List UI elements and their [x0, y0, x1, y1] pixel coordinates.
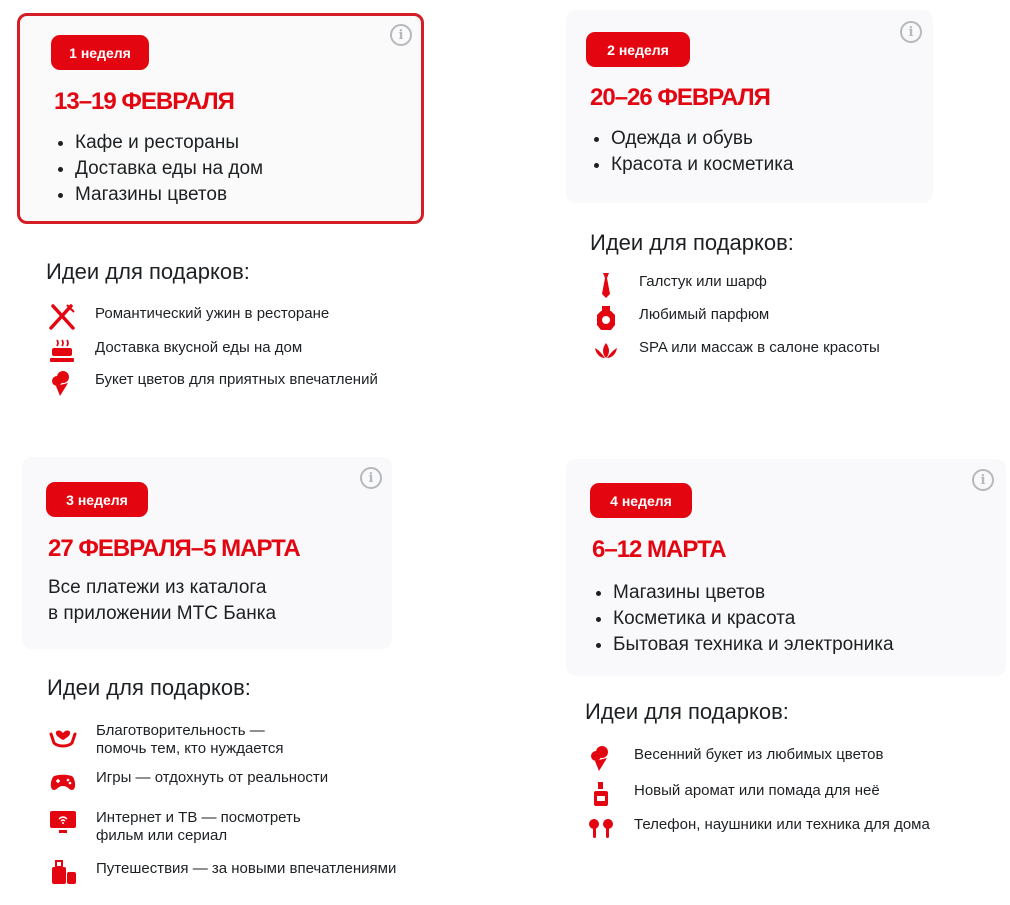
week-2-idea	[591, 270, 969, 300]
week-3-card[interactable]	[22, 457, 392, 649]
idea-text: Любимый парфюм	[639, 306, 770, 323]
week-1-idea	[47, 336, 425, 366]
week-3-idea	[48, 766, 426, 796]
info-icon[interactable]: i	[390, 24, 412, 46]
week-2-date: 20–26 ФЕВРАЛЯ	[590, 84, 770, 111]
idea-text: Романтический ужин в ресторане	[95, 305, 330, 322]
idea-text-line: помочь тем, кто нуждается	[96, 740, 284, 757]
week-1-badge: 1 неделя	[51, 35, 149, 70]
week-4-date: 6–12 МАРТА	[592, 536, 726, 563]
category-item: • Кафе и рестораны	[75, 130, 263, 156]
idea-text-line: Благотворительность —	[96, 722, 265, 739]
description-line: в приложении МТС Банка	[48, 603, 277, 624]
category-item: • Магазины цветов	[613, 580, 894, 606]
week-2-idea	[591, 336, 969, 366]
week-1-categories	[55, 130, 263, 208]
category-item: • Бытовая техника и электроника	[613, 632, 894, 658]
week-1-ideas-title: Идеи для подарков:	[46, 259, 250, 284]
tv-icon	[48, 806, 78, 836]
idea-text	[96, 766, 426, 787]
week-1-date: 13–19 ФЕВРАЛЯ	[54, 88, 234, 115]
fork-knife-icon	[47, 302, 77, 332]
idea-text: Новый аромат или помада для неё	[634, 782, 880, 799]
info-icon[interactable]: i	[900, 21, 922, 43]
week-1-card[interactable]	[17, 13, 424, 224]
category-item: • Красота и косметика	[611, 152, 794, 178]
suitcase-icon	[48, 857, 78, 887]
food-delivery-icon	[47, 336, 77, 366]
idea-text: Доставка вкусной еды на дом	[95, 339, 303, 356]
idea-text: Галстук или шарф	[639, 273, 767, 290]
bouquet-icon	[586, 743, 616, 773]
week-1-idea	[47, 368, 425, 398]
idea-text-line: фильм или сериал	[96, 827, 228, 844]
category-item: • Магазины цветов	[75, 182, 263, 208]
week-3-idea	[48, 806, 426, 845]
lotus-icon	[591, 336, 621, 366]
week-4-ideas-title: Идеи для подарков:	[585, 699, 789, 724]
week-1-idea	[47, 302, 425, 332]
perfume-icon	[591, 303, 621, 333]
idea-text: Букет цветов для приятных впечатлений	[95, 371, 378, 388]
description-line: Все платежи из каталога	[48, 577, 267, 598]
week-2-idea	[591, 303, 969, 333]
week-4-idea	[586, 813, 964, 843]
idea-text-line: Путешествия — за новыми впечатлениями	[96, 860, 397, 877]
bouquet-icon	[47, 368, 77, 398]
lipstick-bottle-icon	[586, 779, 616, 809]
week-3-description	[48, 575, 348, 627]
idea-text-line: Игры — отдохнуть от реальности	[96, 769, 329, 786]
gamepad-icon	[48, 766, 78, 796]
week-2-badge: 2 неделя	[586, 32, 690, 67]
info-icon[interactable]: i	[360, 467, 382, 489]
category-item: • Доставка еды на дом	[75, 156, 263, 182]
week-4-categories	[593, 580, 894, 658]
week-3-idea	[48, 857, 426, 887]
week-3-idea	[48, 719, 426, 758]
week-2-card[interactable]	[566, 10, 933, 203]
week-4-idea	[586, 743, 964, 773]
week-3-ideas-title: Идеи для подарков:	[47, 675, 251, 700]
week-2-ideas-title: Идеи для подарков:	[590, 230, 794, 255]
idea-text: SPA или массаж в салоне красоты	[639, 339, 880, 356]
week-3-badge: 3 неделя	[46, 482, 148, 517]
category-item: • Одежда и обувь	[611, 126, 794, 152]
week-4-card[interactable]	[566, 459, 1006, 676]
week-4-idea	[586, 779, 964, 809]
idea-text	[96, 719, 426, 758]
charity-heart-icon	[48, 719, 78, 749]
idea-text	[96, 857, 426, 878]
idea-text: Весенний букет из любимых цветов	[634, 746, 884, 763]
idea-text: Телефон, наушники или техника для дома	[634, 816, 930, 833]
week-3-date: 27 ФЕВРАЛЯ–5 МАРТА	[48, 535, 300, 562]
idea-text-line: Интернет и ТВ — посмотреть	[96, 809, 301, 826]
info-icon[interactable]: i	[972, 469, 994, 491]
week-2-categories	[591, 126, 794, 178]
category-item: • Косметика и красота	[613, 606, 894, 632]
idea-text	[96, 806, 426, 845]
tie-icon	[591, 270, 621, 300]
week-4-badge: 4 неделя	[590, 483, 692, 518]
earbuds-icon	[586, 813, 616, 843]
